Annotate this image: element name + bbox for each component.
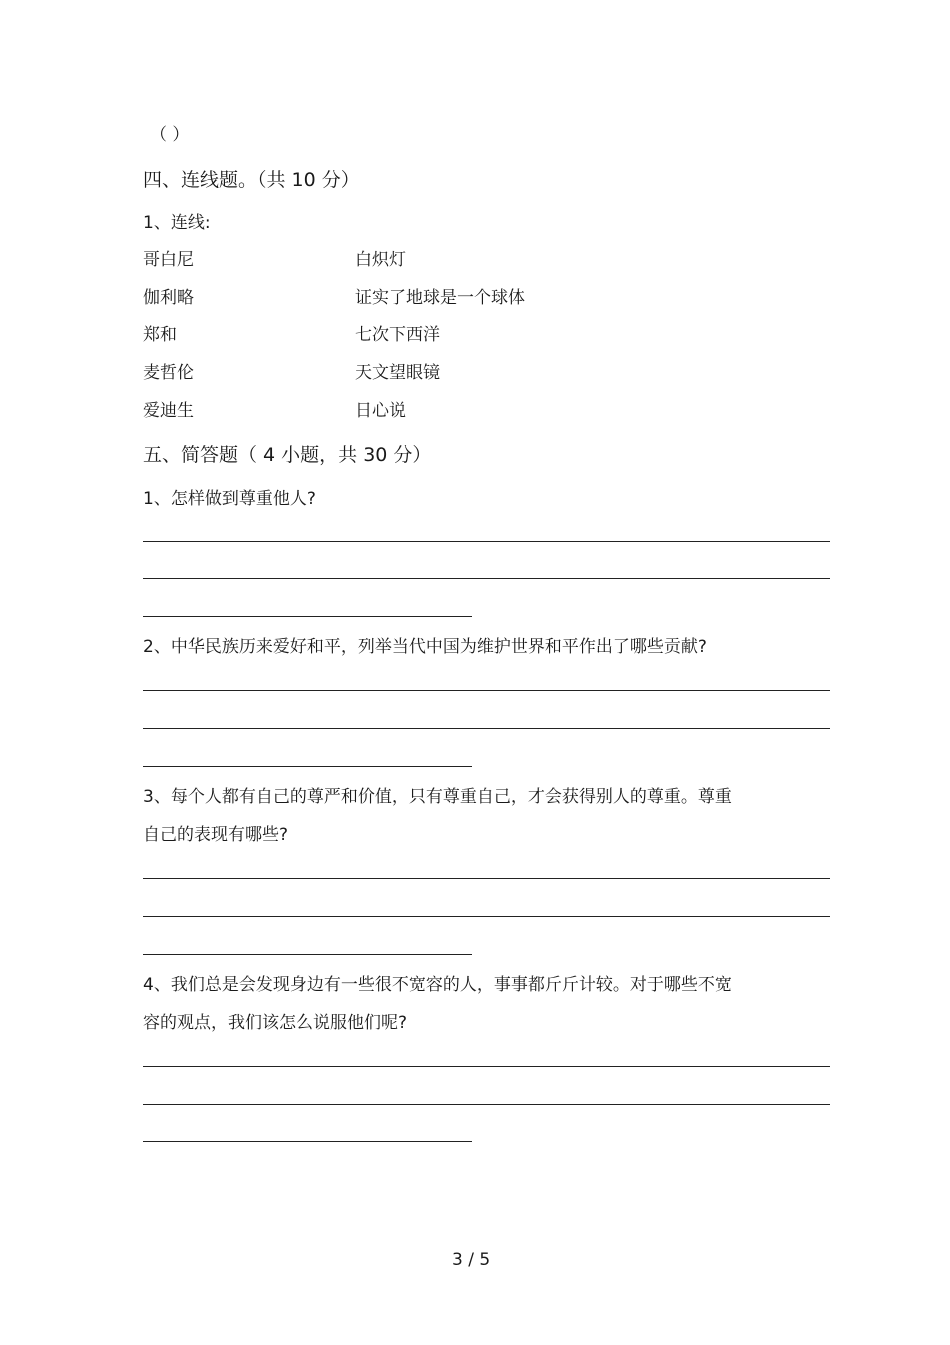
answer-bracket: （ ） [150, 125, 190, 145]
match-left-item[interactable]: 哥白尼 [143, 250, 194, 270]
answer-line[interactable] [143, 541, 830, 542]
answer-line[interactable] [143, 954, 472, 955]
answer-line[interactable] [143, 1141, 472, 1142]
question-4-line-2: 容的观点，我们该怎么说服他们呢? [143, 1013, 408, 1033]
question-2: 2、中华民族历来爱好和平，列举当代中国为维护世界和平作出了哪些贡献? [143, 637, 707, 657]
match-left-item[interactable]: 爱迪生 [143, 401, 194, 421]
match-left-item[interactable]: 郑和 [143, 325, 177, 345]
match-right-item[interactable]: 天文望眼镜 [355, 363, 440, 383]
question-1: 1、怎样做到尊重他人? [143, 489, 316, 509]
match-right-item[interactable]: 七次下西洋 [355, 325, 440, 345]
answer-line[interactable] [143, 1066, 830, 1067]
answer-line[interactable] [143, 578, 830, 579]
page-number: 3 / 5 [452, 1250, 491, 1270]
section-5-title: 五、简答题（ 4 小题，共 30 分） [143, 444, 432, 466]
question-label: 1、连线: [143, 213, 211, 233]
match-left-item[interactable]: 伽利略 [143, 288, 194, 308]
answer-line[interactable] [143, 916, 830, 917]
answer-line[interactable] [143, 616, 472, 617]
match-right-item[interactable]: 日心说 [355, 401, 406, 421]
question-4-line-1: 4、我们总是会发现身边有一些很不宽容的人，事事都斤斤计较。对于哪些不宽 [143, 975, 732, 995]
question-3-line-2: 自己的表现有哪些? [143, 825, 289, 845]
answer-line[interactable] [143, 766, 472, 767]
match-left-item[interactable]: 麦哲伦 [143, 363, 194, 383]
match-right-item[interactable]: 白炽灯 [355, 250, 406, 270]
question-3-line-1: 3、每个人都有自己的尊严和价值，只有尊重自己，才会获得别人的尊重。尊重 [143, 787, 732, 807]
section-4-title: 四、连线题。（共 10 分） [143, 169, 360, 191]
answer-line[interactable] [143, 690, 830, 691]
answer-line[interactable] [143, 878, 830, 879]
match-right-item[interactable]: 证实了地球是一个球体 [355, 288, 525, 308]
answer-line[interactable] [143, 1104, 830, 1105]
answer-line[interactable] [143, 728, 830, 729]
